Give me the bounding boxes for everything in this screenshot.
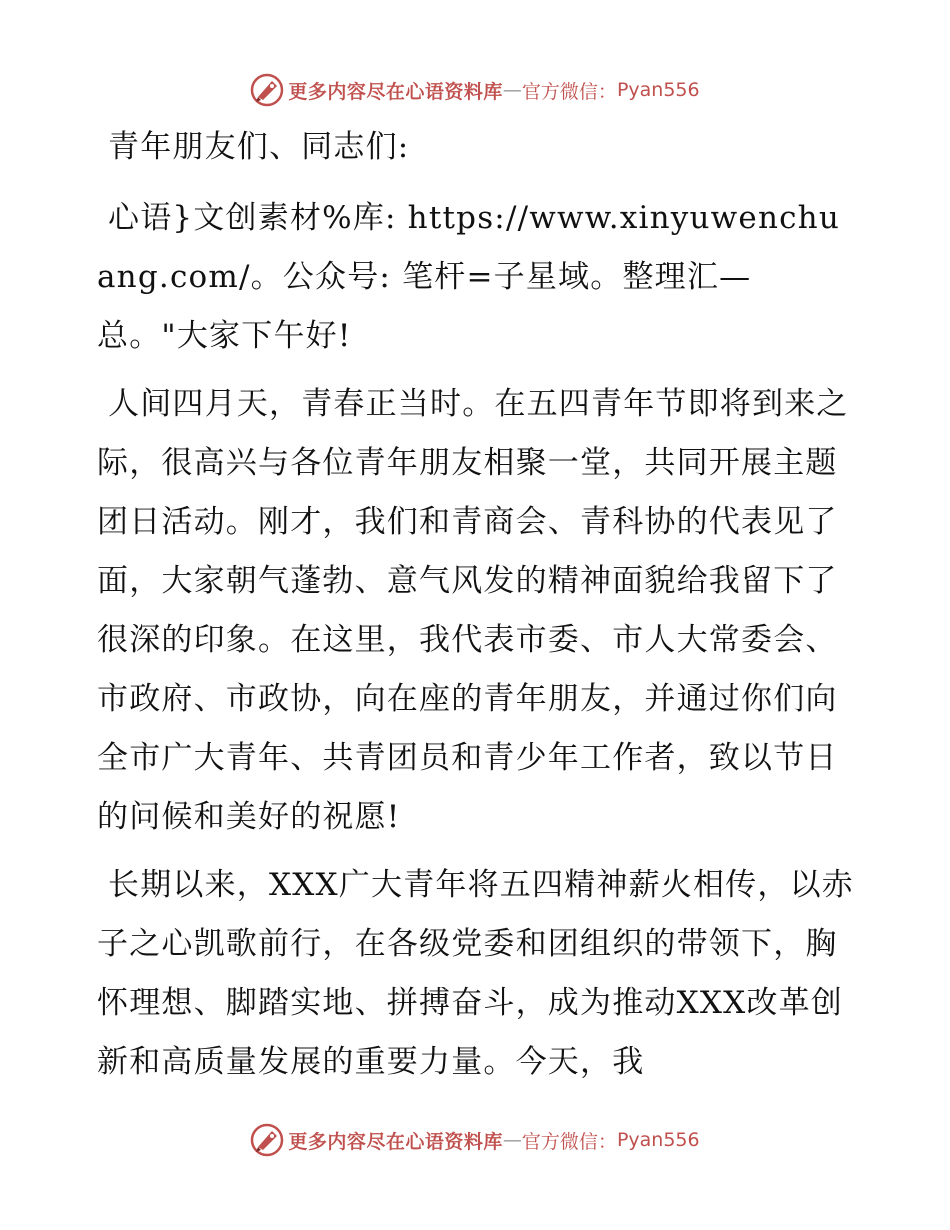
wechat-id: Pyan556 — [616, 79, 700, 101]
banner-title: 更多内容尽在心语资料库 — [288, 80, 503, 103]
body-paragraph: 人间四月天，青春正当时。在五四青年节即将到来之际，很高兴与各位青年朋友相聚一堂，共同开展主题团日活动。刚才，我们和青商会、青科协的代表见了面，大家朝气蓬勃、意气风发的精神面貌给我留下了很深的印象。在这里，我代表市委、市人大常委会、市政府、市政协，向在座的青年朋友，并通过你们向全市广大青年、共青团员和青少年工作者，致以节日的问候和美好的祝愿! — [97, 386, 849, 835]
wechat-label: 官方微信： — [521, 1130, 617, 1153]
pen-logo-icon — [250, 1123, 284, 1157]
wechat-id: Pyan556 — [616, 1129, 700, 1151]
banner-dash: — — [502, 1129, 522, 1151]
greeting-paragraph: 青年朋友们、同志们: — [108, 129, 410, 165]
pen-logo-icon — [250, 73, 284, 107]
footer-banner — [0, 1120, 950, 1160]
document-body — [97, 118, 857, 1101]
banner-title: 更多内容尽在心语资料库 — [288, 1130, 503, 1153]
header-banner — [0, 70, 950, 110]
wechat-label: 官方微信： — [521, 80, 617, 103]
body-paragraph: 长期以来，XXX广大青年将五四精神薪火相传，以赤子之心凯歌前行，在各级党委和团组织的带领下，胸怀理想、脚踏实地、拼搏奋斗，成为推动XXX改革创新和高质量发展的重要力量。今天，我 — [97, 867, 855, 1080]
banner-dash: — — [502, 79, 522, 101]
source-note-paragraph: 心语}文创素材%库: https://www.xinyuwenchuang.com/。公众号: 笔杆=子星域。整理汇—总。"大家下午好! — [97, 200, 841, 354]
